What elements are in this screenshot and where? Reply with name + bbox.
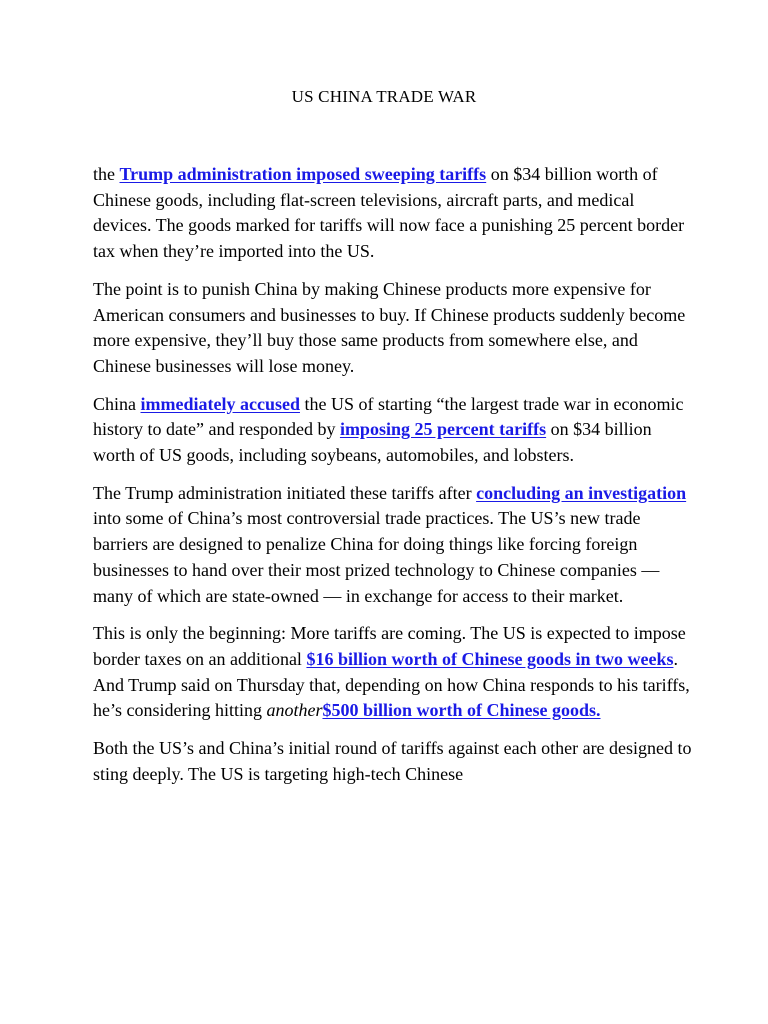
document-title: US CHINA TRADE WAR bbox=[291, 87, 477, 106]
paragraph-2 bbox=[93, 277, 693, 380]
paragraph-2-text: The point is to punish China by making Chinese products more expensive for American consumers and businesses to buy. If Chinese products suddenly become more expensive, they’ll buy those same products from somewhere else, and Chinese businesses will lose money. bbox=[93, 278, 686, 376]
paragraph-5-italic-word: another bbox=[266, 700, 323, 721]
paragraph-4-text-end: into some of China’s most controversial trade practices. The US’s new trade barriers are designed to penalize China for doing things like forcing foreign businesses to hand over their most prized technology to Chinese companies — many of which are state-owned — in exchange for access to their market. bbox=[93, 508, 660, 606]
link-concluding-investigation[interactable]: concluding an investigation bbox=[476, 482, 687, 503]
paragraph-6 bbox=[93, 736, 693, 787]
paragraph-3-text-middle: the US of starting “the largest trade war in economic history to date” and responded by bbox=[93, 393, 684, 440]
link-imposing-tariffs[interactable]: imposing 25 percent tariffs bbox=[339, 419, 547, 440]
paragraph-3-text-end: on $34 billion worth of US goods, including soybeans, automobiles, and lobsters. bbox=[93, 419, 652, 466]
paragraph-5 bbox=[93, 621, 693, 724]
paragraph-4-text-start: The Trump administration initiated these tariffs after bbox=[93, 482, 477, 503]
paragraph-3-text-start: China bbox=[93, 393, 141, 414]
link-immediately-accused[interactable]: immediately accused bbox=[140, 393, 300, 414]
document-body bbox=[93, 162, 693, 799]
link-16-billion[interactable]: $16 billion worth of Chinese goods in two weeks bbox=[306, 648, 674, 669]
paragraph-1-text-start: the bbox=[93, 164, 120, 184]
paragraph-1-text-end: on $34 billion worth of Chinese goods, including flat-screen televisions, aircraft parts, and medical devices. The goods marked for tariffs will now face a punishing 25 percent border tax when they’re imported into the US. bbox=[93, 164, 685, 262]
paragraph-6-text: Both the US’s and China’s initial round of tariffs against each other are designed to sting deeply. The US is targeting high-tech Chinese bbox=[93, 738, 692, 784]
paragraph-3 bbox=[93, 392, 693, 469]
paragraph-5-text-middle: . And Trump said on Thursday that, depending on how China responds to his tariffs, he’s considering hitting bbox=[93, 648, 690, 721]
paragraph-1 bbox=[93, 162, 693, 265]
paragraph-4 bbox=[93, 481, 693, 610]
link-trump-tariffs[interactable]: Trump administration imposed sweeping tariffs bbox=[119, 164, 487, 184]
link-500-billion[interactable]: $500 billion worth of Chinese goods. bbox=[322, 700, 601, 721]
paragraph-5-text-start: This is only the beginning: More tariffs are coming. The US is expected to impose border taxes on an additional bbox=[93, 623, 686, 669]
